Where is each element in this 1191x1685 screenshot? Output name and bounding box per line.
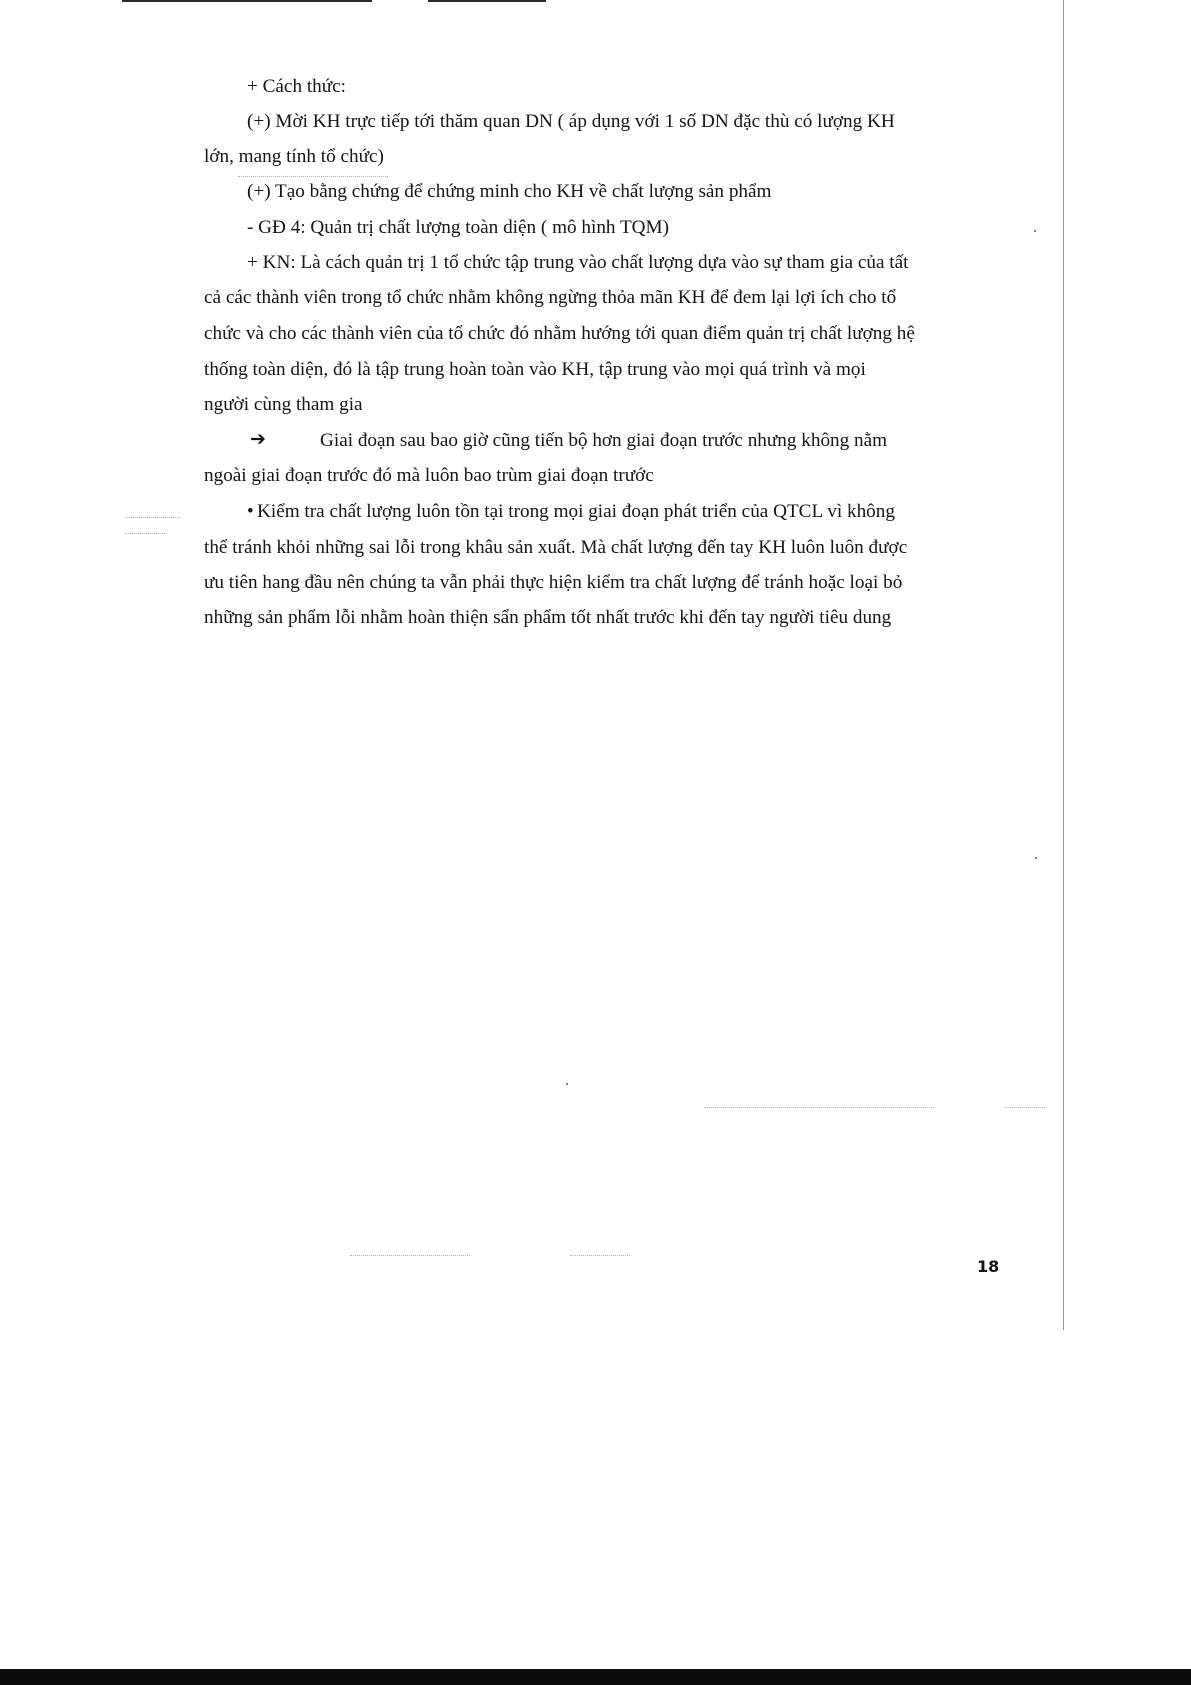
text-line: lớn, mang tính tổ chức) xyxy=(204,146,384,167)
page-number: 18 xyxy=(977,1257,1000,1276)
text-line: thống toàn diện, đó là tập trung hoàn toàn vào KH, tập trung vào mọi quá trình và mọi xyxy=(204,359,866,380)
bullet-icon: • xyxy=(247,501,254,522)
scan-artifact xyxy=(704,1107,934,1109)
text-line: (+) Tạo bằng chứng để chứng minh cho KH về chất lượng sản phẩm xyxy=(247,181,772,202)
text-line: những sản phẩm lỗi nhằm hoàn thiện sẩn phẩm tốt nhất trước khi đến tay người tiêu dung xyxy=(204,607,892,628)
text-line: (+) Mời KH trực tiếp tới thăm quan DN ( áp dụng với 1 số DN đặc thù có lượng KH xyxy=(247,111,895,132)
scan-speck xyxy=(1035,857,1037,859)
scan-artifact xyxy=(125,517,180,519)
scan-border-bottom xyxy=(0,1669,1191,1685)
text-line: + KN: Là cách quản trị 1 tổ chức tập trung vào chất lượng dựa vào sự tham gia của tất xyxy=(247,252,909,273)
text-line: thể tránh khỏi những sai lỗi trong khâu sản xuất. Mà chất lượng đến tay KH luôn luôn được xyxy=(204,537,908,558)
scan-artifact xyxy=(350,1255,470,1257)
text-line: Kiểm tra chất lượng luôn tồn tại trong mọi giai đoạn phát triển của QTCL vì không xyxy=(257,501,895,522)
text-line: ngoài giai đoạn trước đó mà luôn bao trùm giai đoạn trước xyxy=(204,465,654,486)
text-line: + Cách thức: xyxy=(247,76,347,97)
scan-artifact xyxy=(1005,1107,1045,1109)
arrow-icon: ➔ xyxy=(250,429,267,450)
scan-speck xyxy=(1034,230,1036,232)
text-line: người cùng tham gia xyxy=(204,394,363,415)
scan-artifact xyxy=(570,1255,630,1257)
page-edge-line xyxy=(1063,0,1064,1330)
top-rule-left xyxy=(122,0,372,2)
text-line: chức và cho các thành viên của tổ chức đó nhằm hướng tới quan điểm quản trị chất lượng hệ xyxy=(204,323,915,344)
scan-artifact xyxy=(238,176,388,178)
text-line: ưu tiên hang đầu nên chúng ta vẫn phải thực hiện kiểm tra chất lượng để tránh hoặc loại bỏ xyxy=(204,572,903,593)
scan-speck xyxy=(566,1083,568,1085)
scan-artifact xyxy=(125,533,165,535)
text-line: - GĐ 4: Quản trị chất lượng toàn diện ( mô hình TQM) xyxy=(247,217,669,238)
text-line: cả các thành viên trong tổ chức nhằm không ngừng thỏa mãn KH để đem lại lợi ích cho tổ xyxy=(204,287,897,308)
text-line: Giai đoạn sau bao giờ cũng tiến bộ hơn giai đoạn trước nhưng không nằm xyxy=(320,430,888,451)
top-rule-right xyxy=(428,0,546,2)
